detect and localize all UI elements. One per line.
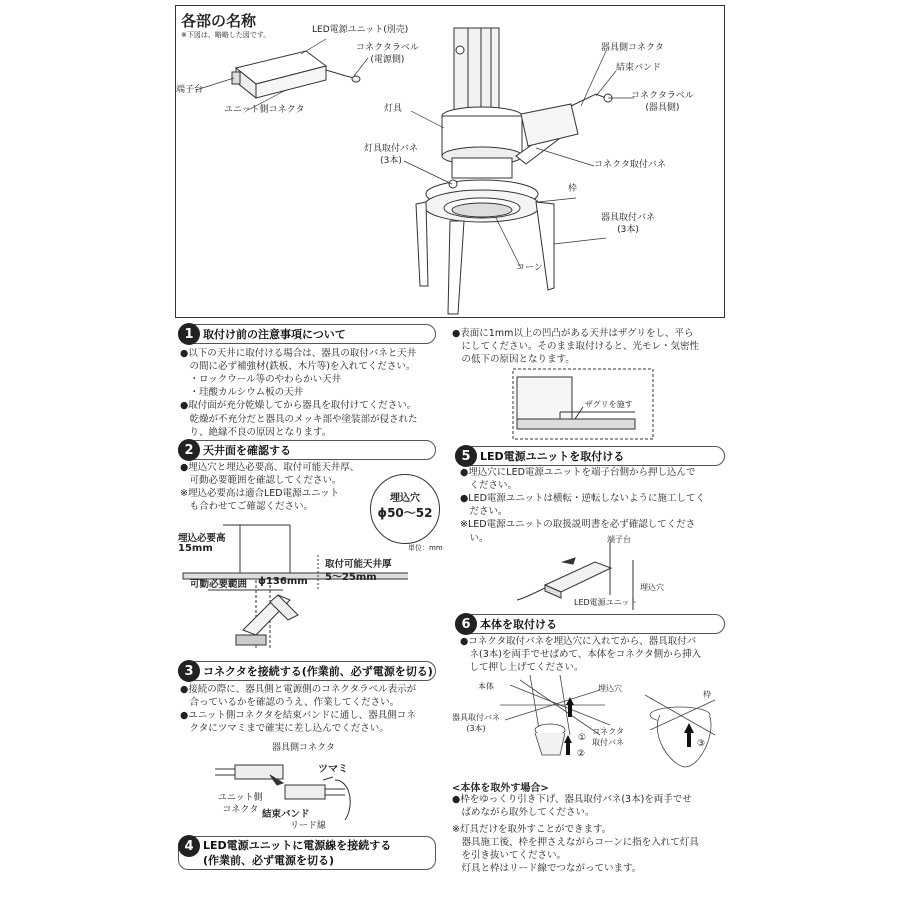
section-3-title: コネクタを接続する(作業前、必ず電源を切る) [203,665,433,678]
label-knob: ツマミ [318,764,348,775]
height-value: 15mm [178,543,213,554]
zaguri-label: ザグリを施す [585,400,633,409]
section-1-line: り、絶縁不良の原因となります。 [180,426,332,438]
label-connector-spring-6: コネクタ 取付バネ [592,727,624,747]
section-3-line: ●接続の際に、器具側と電源側のコネクタラベル表示が [180,684,417,695]
section-1-line: ・ロックウール等のやわらかい天井 [180,374,342,386]
section-1-line: ●以下の天井に取付ける場合は、器具の取付バネと天井 [180,348,417,359]
label-fixture-connector: 器具側コネクタ [601,43,664,53]
section-2-title: 天井面を確認する [203,444,291,457]
label-terminal-5: 端子台 [607,535,631,544]
section-5-line: ●LED電源ユニットは横転・逆転しないように施工してく [460,493,706,505]
label-connector-spring: コネクタ取付バネ [594,160,666,170]
parts-diagram-panel [175,5,725,318]
height-label: 埋込必要高 [178,533,226,544]
section-3-line: 合っているかを確認のうえ、作業してください。 [180,697,400,709]
label-terminal: 端子台 [176,85,204,95]
note-line: 器具施工後、枠を押さえながらコーンに指を入れて灯具 [452,837,699,849]
label-frame: 枠 [568,184,578,194]
parts-title: 各部の名称 [181,12,257,30]
section-1-text [180,347,445,439]
label-connector-label-fixture: コネクタラベル (器具側) [631,91,694,114]
section-3-text [180,683,445,735]
range-value: ϕ136mm [258,576,308,587]
section-5-line: ください。 [460,480,518,492]
section-5-text [460,466,725,545]
label-connector-label-power: コネクタラベル (電源側) [356,43,419,66]
section-6-title: 本体を取付ける [480,618,557,631]
note-line: を引き抜いてください。 [452,850,567,862]
zaguri-text [452,327,727,366]
section-4-number: 4 [178,835,200,857]
section-2-line: 可動必要範囲を確認してください。 [180,475,342,487]
section-3-line: ●ユニット側コネクタを結束バンドに通し、器具側コネ [180,710,416,722]
section-1-header [178,324,436,344]
note-text [452,823,727,875]
section-1-line: ●取付面が充分乾燥してから器具を取付けてください。 [180,400,417,412]
note-line: ※灯具だけを取外すことができます。 [452,824,612,835]
section-6-line: ネ(3本)を両手でせばめて、本体をコネクタ側から挿入 [460,649,702,661]
remove-text [452,793,727,819]
body-install-diagram [470,675,720,775]
hole-size: ϕ50〜52 [377,506,433,520]
label-frame-6: 枠 [703,690,711,699]
section-2-text [180,461,380,513]
remove-line: ばめながら取外してください。 [452,807,595,819]
zaguri-line: ●表面に1mm以上の凹凸がある天井はザグリをし、平ら [452,328,694,339]
section-5-line: い。 [460,532,489,544]
zaguri-line: の低下の原因となります。 [452,354,575,366]
section-5-header [455,446,725,466]
section-3-number: 3 [178,660,200,682]
section-6-header [455,614,725,634]
section-6-line: して押し上げてください。 [460,662,584,674]
hole-title: 埋込穴 [390,493,420,504]
label-mount-spring-6: 器具取付バネ (3本) [452,713,500,733]
section-1-number: 1 [178,323,200,345]
label-hole-5: 埋込穴 [640,583,664,592]
note-line: 灯具と枠はリード線でつながっています。 [452,863,642,875]
step-1: ① [578,733,587,743]
section-2-line: も合わせてご確認ください。 [180,501,314,513]
step-3: ③ [697,739,706,749]
parts-note: ※下図は、略略した図です。 [181,31,271,39]
section-2-header [178,440,436,460]
range-label: 可動必要範囲 [190,579,248,590]
label-unit-connector: ユニット側コネクタ [224,105,305,115]
section-4-title: LED電源ユニットに電源線を接続する (作業前、必ず電源を切る) [203,839,392,867]
section-2-line: ●埋込穴と埋込必要高、取付可能天井厚、 [180,462,360,473]
label-fixture-connector-3: 器具側コネクタ [272,743,335,753]
section-4-header [178,836,436,870]
section-2-number: 2 [178,439,200,461]
section-1-line: ・珪酸カルシウム板の天井 [180,387,304,399]
section-1-title: 取付け前の注意事項について [203,328,346,341]
section-5-title: LED電源ユニットを取付ける [480,450,625,463]
section-6-number: 6 [455,613,477,635]
unit-label: 単位：mm [408,544,443,552]
step-2: ② [577,749,586,759]
section-5-line: ●埋込穴にLED電源ユニットを端子台側から押し込んで [460,467,696,478]
label-band: 結束バンド [616,63,662,73]
label-fixture-spring: 灯具取付バネ (3本) [364,144,419,167]
section-6-text [460,635,725,674]
label-unit-connector-3: ユニット側 コネクタ [218,793,263,816]
section-5-line: ださい。 [460,506,508,518]
thickness-label: 取付可能天井厚 [325,559,392,570]
label-lead: リード線 [290,821,327,831]
zaguri-line: にしてください。そのまま取付けると、光モレ・気密性 [452,341,700,353]
thickness-value: 5〜25mm [325,572,377,583]
label-hole-6: 埋込穴 [598,684,622,693]
label-mount-spring: 器具取付バネ (3本) [601,213,656,236]
section-2-line: ※埋込必要高は適合LED電源ユニット [180,488,340,500]
label-fixture: 灯具 [384,104,403,114]
remove-title: <本体を取外す場合> [452,783,549,794]
section-5-line: ※LED電源ユニットの取扱説明書を必ず確認してくださ [460,519,696,531]
section-3-line: クタにツマミまで確実に差し込んでください。 [180,723,389,735]
section-3-header [178,661,436,681]
section-6-line: ●コネクタ取付バネを埋込穴に入れてから、器具取付バ [460,636,697,647]
label-cone: コーン [516,263,543,273]
label-led-unit: LED電源ユニット(別売) [312,25,409,35]
label-band-3: 結束バンド [262,809,310,820]
section-1-line: の間に必ず補強材(鉄板、木片等)を入れてください。 [180,361,416,373]
remove-line: ●枠をゆっくり引き下げ、器具取付バネ(3本)を両手でせ [452,794,692,805]
section-5-number: 5 [455,445,477,467]
label-unit-5: LED電源ユニット [574,598,638,607]
label-body-6: 本体 [478,682,494,691]
section-1-line: 乾燥が不充分だと器具のメッキ部や塗装部が侵された [180,413,418,425]
